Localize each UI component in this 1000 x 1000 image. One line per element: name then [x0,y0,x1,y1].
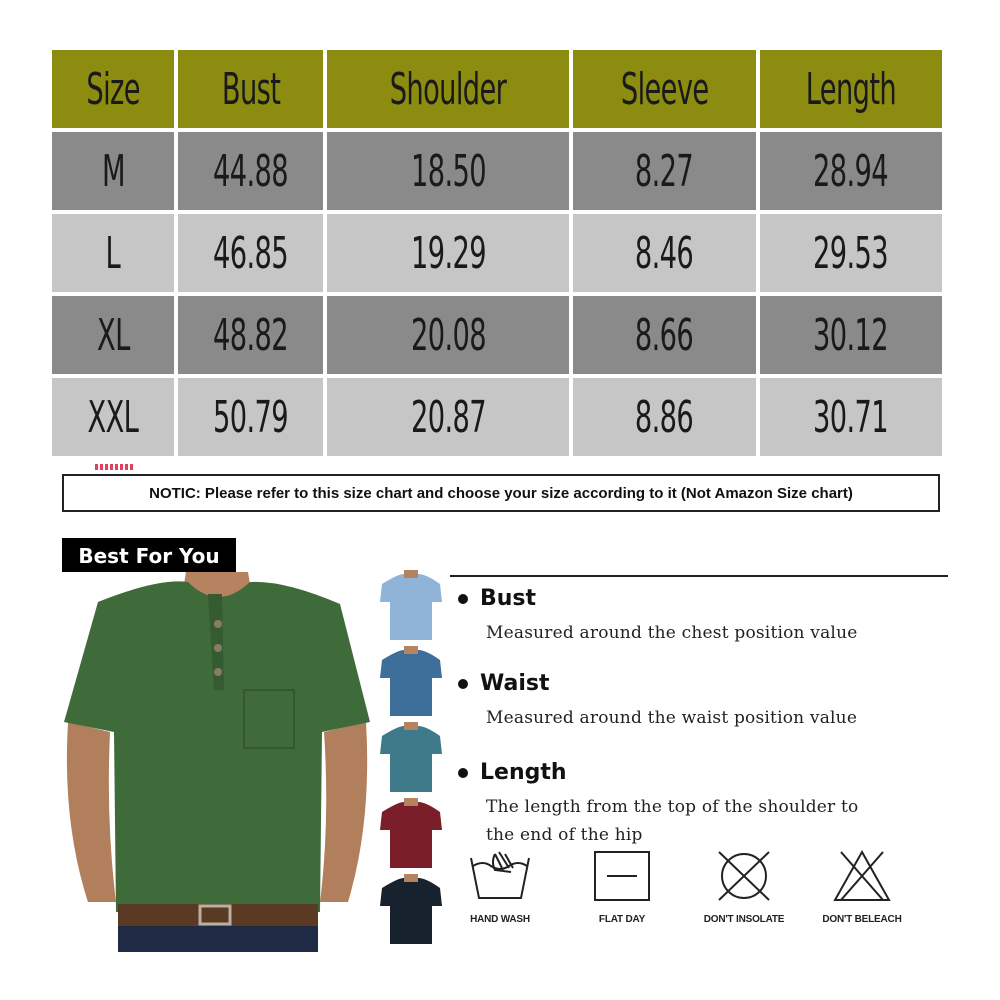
cell-shoulder: 20.08 [327,296,569,374]
model-photo [58,572,376,952]
cell-bust: 46.85 [178,214,323,292]
color-swatches [376,570,446,950]
cell-shoulder: 18.50 [327,132,569,210]
bullet-icon [458,594,468,604]
care-flat-dry: FLAT DAY [562,848,682,925]
care-hand-wash: HAND WASH [440,848,560,925]
size-chart-header-row [52,50,942,128]
cell-size: M [52,132,174,210]
hand-wash-icon [465,848,535,904]
cell-sleeve: 8.86 [573,378,755,456]
header-length: Length [760,50,943,128]
cell-size: L [52,214,174,292]
measure-waist: Waist Measured around the waist position value [458,671,857,732]
size-chart-table [48,46,946,460]
table-row [52,214,942,292]
header-shoulder: Shoulder [327,50,569,128]
care-dont-bleach: DON'T BELEACH [802,848,922,925]
size-notice: NOTIC: Please refer to this size chart and choose your size according to it (Not Amazon Size chart) [62,474,940,512]
cell-length: 30.12 [760,296,943,374]
dont-bleach-icon [827,848,897,904]
cell-bust: 48.82 [178,296,323,374]
measure-bust: Bust Measured around the chest position value [458,586,857,647]
cell-size: XXL [52,378,174,456]
cell-length: 30.71 [760,378,943,456]
bullet-icon [458,679,468,689]
cell-bust: 50.79 [178,378,323,456]
header-size: Size [52,50,174,128]
bullet-icon [458,768,468,778]
cell-sleeve: 8.66 [573,296,755,374]
cell-size: XL [52,296,174,374]
cell-shoulder: 20.87 [327,378,569,456]
care-dont-insolate: DON'T INSOLATE [684,848,804,925]
measure-length: Length The length from the top of the shoulder to the end of the hip [458,760,858,849]
section-divider [450,575,948,577]
swatch-light-blue [376,570,446,644]
cell-sleeve: 8.27 [573,132,755,210]
flat-dry-icon [587,848,657,904]
table-row [52,132,942,210]
swatch-navy [376,874,446,948]
cell-shoulder: 19.29 [327,214,569,292]
spellcheck-squiggle [95,464,135,470]
header-bust: Bust [178,50,323,128]
best-for-you-badge: Best For You [62,538,236,574]
swatch-teal [376,722,446,796]
header-sleeve: Sleeve [573,50,755,128]
cell-length: 29.53 [760,214,943,292]
cell-bust: 44.88 [178,132,323,210]
dont-insolate-icon [709,848,779,904]
cell-length: 28.94 [760,132,943,210]
swatch-burgundy [376,798,446,872]
cell-sleeve: 8.46 [573,214,755,292]
table-row [52,378,942,456]
swatch-blue [376,646,446,720]
table-row [52,296,942,374]
